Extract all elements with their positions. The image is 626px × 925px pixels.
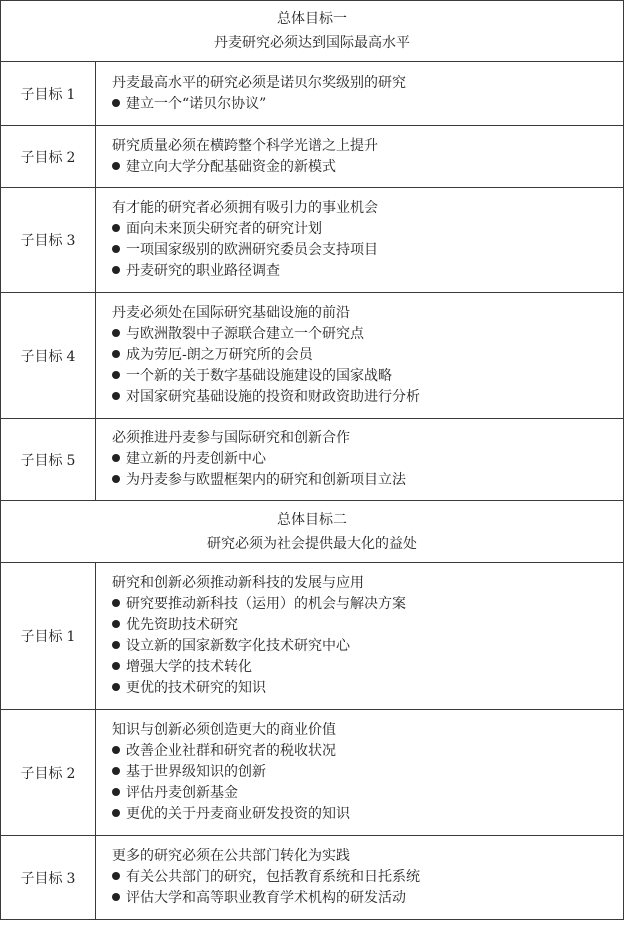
bullet-text: 增强大学的技术转化	[126, 659, 252, 675]
section-header-row	[1, 501, 624, 563]
sub-goal-label-cell	[1, 62, 96, 126]
sub-goal-number: 1	[66, 86, 76, 103]
sub-goal-label: 子目标	[20, 765, 63, 782]
sub-goal-content-cell	[96, 293, 624, 419]
sub-goal-label: 子目标	[20, 233, 63, 249]
bullet-dot-icon	[112, 350, 120, 358]
bullet-dot-icon	[112, 788, 120, 796]
sub-goal-statement: 有才能的研究者必须拥有吸引力的事业机会	[112, 200, 378, 216]
bullet-item	[112, 261, 617, 282]
sub-goal-content-cell	[96, 188, 624, 293]
bullet-item	[112, 657, 617, 678]
bullet-dot-icon	[112, 371, 120, 379]
bullet-dot-icon	[112, 620, 120, 628]
sub-goal-statement: 研究和创新必须推动新科技的发展与应用	[112, 575, 364, 591]
bullet-item	[112, 867, 617, 888]
bullet-text: 评估大学和高等职业教育学术机构的研发活动	[126, 890, 406, 906]
bullet-item	[112, 615, 617, 636]
bullet-item	[112, 94, 617, 115]
bullet-text: 成为劳厄-朗之万研究所的会员	[126, 347, 313, 363]
bullet-dot-icon	[112, 224, 120, 232]
sub-goal-number: 1	[66, 629, 76, 645]
bullet-text: 评估丹麦创新基金	[126, 785, 238, 801]
bullet-text: 更优的技术研究的知识	[126, 680, 266, 696]
bullet-text: 一项国家级别的欧洲研究委员会支持项目	[126, 242, 378, 258]
sub-goal-label: 子目标	[20, 149, 63, 166]
bullet-text: 设立新的国家新数字化技术研究中心	[126, 638, 350, 654]
sub-goal-number: 2	[66, 149, 76, 166]
bullet-item	[112, 366, 617, 387]
bullet-dot-icon	[112, 809, 120, 817]
bullet-text: 改善企业社群和研究者的税收状况	[126, 743, 336, 759]
sub-goal-label: 子目标	[20, 870, 63, 887]
sub-goal-label-cell	[1, 293, 96, 419]
sub-goal-row	[1, 836, 624, 920]
bullet-item	[112, 157, 617, 178]
sub-goal-row	[1, 563, 624, 710]
bullet-text: 面向未来顶尖研究者的研究计划	[126, 221, 322, 237]
sub-goal-statement: 丹麦最高水平的研究必须是诺贝尔奖级别的研究	[112, 74, 406, 91]
bullet-dot-icon	[112, 893, 120, 901]
sub-goal-statement: 丹麦必须处在国际研究基础设施的前沿	[112, 305, 350, 321]
sub-goal-row	[1, 188, 624, 293]
section-title: 总体目标一	[277, 11, 347, 27]
sub-goal-content-cell	[96, 419, 624, 501]
bullet-text: 更优的关于丹麦商业研发投资的知识	[126, 806, 350, 822]
bullet-item	[112, 470, 617, 491]
sub-goal-content-cell	[96, 62, 624, 126]
bullet-item	[112, 762, 617, 783]
section-header	[1, 501, 624, 563]
bullet-dot-icon	[112, 872, 120, 880]
sub-goal-label-cell	[1, 710, 96, 836]
bullet-text: 丹麦研究的职业路径调查	[126, 263, 280, 279]
bullet-dot-icon	[112, 454, 120, 462]
bullet-dot-icon	[112, 767, 120, 775]
bullet-text: 对国家研究基础设施的投资和财政资助进行分析	[126, 389, 420, 405]
sub-goal-statement: 更多的研究必须在公共部门转化为实践	[112, 848, 350, 864]
sub-goal-label-cell	[1, 188, 96, 293]
section-subtitle: 丹麦研究必须达到国际最高水平	[214, 35, 410, 51]
bullet-item	[112, 324, 617, 345]
sub-goal-row	[1, 419, 624, 501]
sub-goal-label-cell	[1, 836, 96, 920]
sub-goal-row	[1, 710, 624, 836]
bullet-item	[112, 678, 617, 699]
sub-goal-number: 5	[66, 452, 76, 469]
sub-goal-label: 子目标	[20, 452, 63, 469]
bullet-text: 建立一个“诺贝尔协议”	[126, 95, 267, 112]
bullet-text: 基于世界级知识的创新	[126, 764, 266, 780]
sub-goal-content-cell	[96, 710, 624, 836]
sub-goal-label: 子目标	[20, 629, 63, 645]
bullet-item	[112, 804, 617, 825]
section-header	[1, 1, 624, 62]
sub-goal-number: 3	[66, 870, 76, 887]
bullet-item	[112, 387, 617, 408]
sub-goal-number: 4	[66, 348, 76, 365]
bullet-dot-icon	[112, 266, 120, 274]
bullet-dot-icon	[112, 599, 120, 607]
sub-goal-label: 子目标	[20, 348, 63, 365]
sub-goal-statement: 知识与创新必须创造更大的商业价值	[112, 722, 336, 738]
bullet-text: 研究要推动新科技（运用）的机会与解决方案	[126, 596, 406, 612]
sub-goal-row	[1, 293, 624, 419]
bullet-item	[112, 741, 617, 762]
sub-goal-content-cell	[96, 836, 624, 920]
bullet-dot-icon	[112, 329, 120, 337]
bullet-dot-icon	[112, 162, 120, 170]
sub-goal-number: 3	[66, 233, 76, 249]
bullet-dot-icon	[112, 245, 120, 253]
bullet-item	[112, 240, 617, 261]
bullet-dot-icon	[112, 99, 120, 107]
bullet-dot-icon	[112, 475, 120, 483]
bullet-item	[112, 636, 617, 657]
sub-goal-label-cell	[1, 126, 96, 188]
sub-goal-label: 子目标	[20, 86, 63, 103]
bullet-text: 优先资助技术研究	[126, 617, 238, 633]
bullet-text: 有关公共部门的研究，包括教育系统和日托系统	[126, 869, 420, 885]
bullet-text: 为丹麦参与欧盟框架内的研究和创新项目立法	[126, 472, 406, 488]
bullet-dot-icon	[112, 641, 120, 649]
goals-table-body	[1, 1, 624, 920]
section-title: 总体目标二	[277, 511, 347, 528]
bullet-text: 建立新的丹麦创新中心	[126, 451, 266, 467]
bullet-item	[112, 594, 617, 615]
bullet-item	[112, 888, 617, 909]
bullet-text: 与欧洲散裂中子源联合建立一个研究点	[126, 326, 364, 342]
bullet-text: 一个新的关于数字基础设施建设的国家战略	[126, 368, 392, 384]
sub-goal-content-cell	[96, 126, 624, 188]
section-subtitle: 研究必须为社会提供最大化的益处	[207, 535, 417, 552]
sub-goal-row	[1, 126, 624, 188]
bullet-item	[112, 219, 617, 240]
bullet-dot-icon	[112, 746, 120, 754]
sub-goal-statement: 研究质量必须在横跨整个科学光谱之上提升	[112, 137, 378, 154]
bullet-dot-icon	[112, 683, 120, 691]
sub-goal-row	[1, 62, 624, 126]
bullet-dot-icon	[112, 662, 120, 670]
bullet-dot-icon	[112, 392, 120, 400]
section-header-row	[1, 1, 624, 62]
sub-goal-label-cell	[1, 563, 96, 710]
bullet-item	[112, 449, 617, 470]
bullet-item	[112, 345, 617, 366]
sub-goal-content-cell	[96, 563, 624, 710]
sub-goal-label-cell	[1, 419, 96, 501]
sub-goal-statement: 必须推进丹麦参与国际研究和创新合作	[112, 430, 350, 446]
sub-goal-number: 2	[66, 765, 76, 782]
bullet-item	[112, 783, 617, 804]
bullet-text: 建立向大学分配基础资金的新模式	[126, 158, 336, 175]
